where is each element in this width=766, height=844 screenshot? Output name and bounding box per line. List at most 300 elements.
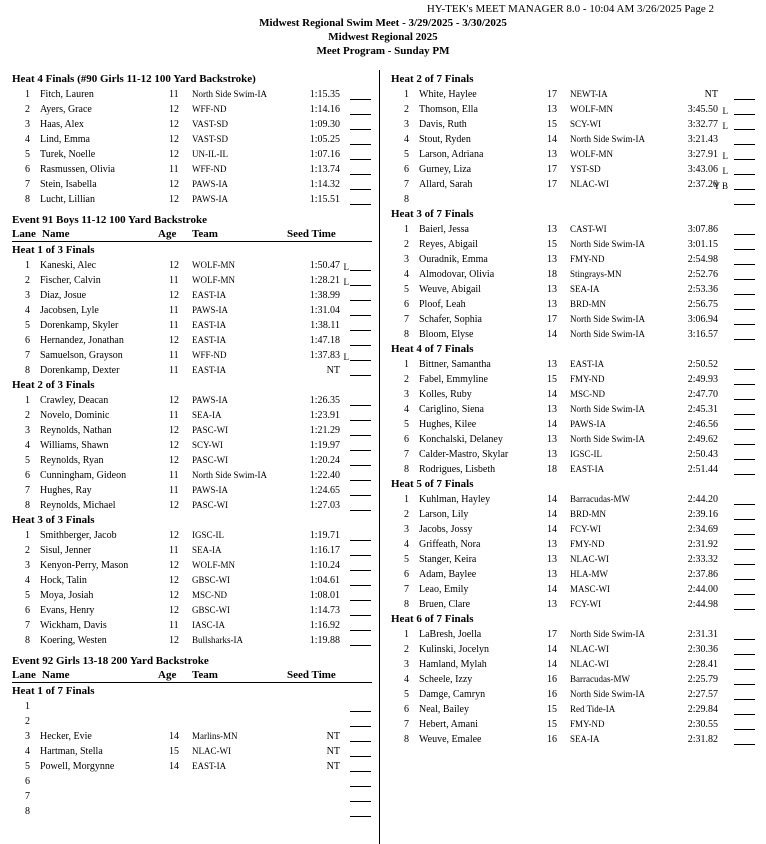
result-blank-line [734,429,755,430]
lane-number: 8 [404,194,409,205]
seed-time: 3:27.91 [687,149,718,160]
seed-time: 2:50.52 [687,359,718,370]
meet-subtitle: Midwest Regional 2025 [328,31,438,43]
swimmer-age: 15 [547,719,557,730]
swimmer-age: 13 [547,599,557,610]
swimmer-name: Hernandez, Jonathan [40,335,124,346]
result-blank-line [734,459,755,460]
seed-time: 1:38.11 [310,320,340,331]
lane-number: 2 [25,716,30,727]
result-blank-line [734,399,755,400]
team-name: UN-IL-IL [192,149,228,159]
swimmer-name: Novelo, Dominic [40,410,110,421]
team-name: MSC-ND [192,590,228,600]
swimmer-age: 12 [169,425,179,436]
swimmer-age: 13 [547,284,557,295]
entry-row [12,438,372,453]
entry-row [12,603,372,618]
swimmer-age: 12 [169,194,179,205]
column-headers [12,669,372,683]
lane-number: 7 [404,314,409,325]
result-blank-line [734,564,755,565]
entry-row [391,327,756,342]
entry-row [391,537,756,552]
swimmer-name: Weuve, Abigail [419,284,481,295]
result-blank-line [350,570,371,571]
swimmer-name: Hughes, Ray [40,485,92,496]
seed-time: 1:47.18 [309,335,340,346]
seed-time: 2:37.86 [687,569,718,580]
swimmer-age: 14 [547,524,557,535]
lane-number: 8 [25,194,30,205]
seed-time: 1:28.21 [309,275,340,286]
seed-time: 3:07.86 [687,224,718,235]
seed-time: 1:14.32 [309,179,340,190]
right-column [391,72,756,747]
lane-number: 6 [404,569,409,580]
heat-title: Heat 5 of 7 Finals [391,478,474,490]
swimmer-age: 11 [169,320,179,331]
lane-number: 3 [404,389,409,400]
lane-number: 7 [404,179,409,190]
lane-number: 2 [404,104,409,115]
swimmer-name: Hartman, Stella [40,746,103,757]
swimmer-age: 12 [169,455,179,466]
swimmer-age: 13 [547,224,557,235]
swimmer-age: 17 [547,314,557,325]
lane-number: 5 [404,284,409,295]
seed-time: 3:43.06 [687,164,718,175]
lane-number: 5 [404,149,409,160]
swimmer-name: Davis, Ruth [419,119,467,130]
left-column [12,72,372,819]
seed-time: NT [326,365,340,376]
lane-number: 3 [404,254,409,265]
entry-row [391,552,756,567]
team-name: FMY-ND [570,374,605,384]
result-blank-line [734,174,755,175]
lane-number: 1 [25,395,30,406]
swimmer-name: Griffeath, Nora [419,539,481,550]
seed-time: 1:14.73 [309,605,340,616]
result-blank-line [350,99,371,100]
result-blank-line [734,114,755,115]
entry-row [391,492,756,507]
meet-title: Midwest Regional Swim Meet - 3/29/2025 - 3/30/2025 [259,17,507,29]
entry-row [391,657,756,672]
entry-row [391,567,756,582]
swimmer-name: Almodovar, Olivia [419,269,495,280]
seed-time: 1:09.30 [309,119,340,130]
entry-row [12,699,372,714]
result-blank-line [734,144,755,145]
lane-number: 6 [25,605,30,616]
entry-row [391,282,756,297]
lane-number: 3 [25,119,30,130]
swimmer-name: Damge, Camryn [419,689,486,700]
lane-number: 4 [25,134,30,145]
column-header-name: Name [42,669,70,681]
entry-row [391,702,756,717]
column-divider [379,70,380,844]
entry-row [391,147,756,162]
swimmer-age: 14 [547,644,557,655]
team-name: IGSC-IL [570,449,602,459]
team-name: SCY-WI [570,119,601,129]
lane-number: 1 [404,359,409,370]
lane-number: 6 [25,776,30,787]
lane-number: 3 [404,119,409,130]
seed-time: 1:26.35 [309,395,340,406]
seed-marker: L [722,121,728,131]
heat-title: Heat 1 of 7 Finals [12,685,95,697]
result-blank-line [734,699,755,700]
seed-time: 2:46.56 [687,419,718,430]
entry-row [12,318,372,333]
team-name: WOLF-MN [192,560,235,570]
lane-number: 6 [25,470,30,481]
entry-row [391,177,756,192]
team-name: HLA-MW [570,569,608,579]
team-name: CAST-WI [570,224,607,234]
entry-row [12,408,372,423]
seed-time: 2:49.93 [687,374,718,385]
entry-row [391,672,756,687]
seed-time: 2:56.75 [687,299,718,310]
swimmer-name: Hecker, Evie [40,731,92,742]
result-blank-line [350,540,371,541]
swimmer-age: 13 [547,359,557,370]
lane-number: 3 [25,731,30,742]
swimmer-age: 12 [169,590,179,601]
lane-number: 5 [25,761,30,772]
seed-time: 1:24.65 [309,485,340,496]
team-name: Barracudas-MW [570,674,630,684]
entry-row [391,522,756,537]
seed-time: 3:06.94 [687,314,718,325]
team-name: SEA-IA [570,734,600,744]
team-name: North Side Swim-IA [570,404,645,414]
result-blank-line [734,234,755,235]
team-name: GBSC-WI [192,605,230,615]
result-blank-line [734,714,755,715]
lane-number: 7 [25,485,30,496]
swimmer-name: Reyes, Abigail [419,239,478,250]
lane-number: 7 [25,350,30,361]
event-title: Event 91 Boys 11-12 100 Yard Backstroke [12,214,207,226]
swimmer-name: Thomson, Ella [419,104,478,115]
seed-time: 3:32.77 [687,119,718,130]
entry-row [391,117,756,132]
seed-time: 1:38.99 [309,290,340,301]
entry-row [12,117,372,132]
seed-time: 2:49.62 [687,434,718,445]
lane-number: 5 [25,455,30,466]
heat-title: Heat 2 of 3 Finals [12,379,95,391]
entry-row [12,258,372,273]
result-blank-line [734,594,755,595]
lane-number: 2 [25,104,30,115]
result-blank-line [734,204,755,205]
swimmer-name: Diaz, Josue [40,290,87,301]
lane-number: 3 [25,560,30,571]
team-name: PAWS-IA [192,305,228,315]
session-title: Meet Program - Sunday PM [316,45,450,57]
entry-row [391,462,756,477]
lane-number: 2 [404,239,409,250]
lane-number: 4 [404,539,409,550]
entry-row [391,447,756,462]
lane-number: 7 [404,449,409,460]
swimmer-age: 11 [169,164,179,175]
seed-time: 1:23.91 [309,410,340,421]
team-name: WOLF-MN [570,149,613,159]
swimmer-age: 16 [547,689,557,700]
seed-time: 3:21.43 [687,134,718,145]
entry-row [12,147,372,162]
swimmer-age: 18 [547,464,557,475]
result-blank-line [350,630,371,631]
lane-number: 1 [25,530,30,541]
swimmer-name: Hughes, Kilee [419,419,477,430]
swimmer-age: 13 [547,404,557,415]
entry-row [391,642,756,657]
seed-time: 1:15.35 [309,89,340,100]
result-blank-line [734,339,755,340]
entry-row [391,222,756,237]
swimmer-name: Hamland, Mylah [419,659,487,670]
swimmer-name: Ploof, Leah [419,299,466,310]
seed-time: 1:31.04 [309,305,340,316]
swimmer-age: 13 [547,149,557,160]
entry-row [12,633,372,648]
swimmer-age: 14 [169,761,179,772]
entry-row [12,393,372,408]
swimmer-name: Scheele, Izzy [419,674,473,685]
team-name: PASC-WI [192,425,229,435]
entry-row [391,132,756,147]
seed-time: 1:22.40 [309,470,340,481]
swimmer-name: Fabel, Emmyline [419,374,488,385]
lane-number: 4 [404,269,409,280]
swimmer-name: Sisul, Jenner [40,545,92,556]
lane-number: 8 [404,599,409,610]
result-blank-line [350,465,371,466]
team-name: North Side Swim-IA [570,689,645,699]
team-name: NLAC-WI [570,554,609,564]
result-blank-line [350,495,371,496]
seed-time: 2:44.98 [687,599,718,610]
result-blank-line [350,129,371,130]
entry-row [12,288,372,303]
swimmer-age: 15 [547,119,557,130]
swimmer-age: 12 [169,335,179,346]
heat-title: Heat 3 of 7 Finals [391,208,474,220]
team-name: FMY-ND [570,719,605,729]
entry-row [12,273,372,288]
entry-row [12,363,372,378]
seed-time: 2:37.20 [687,179,718,190]
column-header-age: Age [158,228,177,240]
entry-row [391,237,756,252]
swimmer-age: 13 [547,254,557,265]
result-blank-line [734,294,755,295]
team-name: PAWS-IA [570,419,606,429]
entry-row [391,582,756,597]
lane-number: 6 [25,164,30,175]
lane-number: 4 [404,404,409,415]
result-blank-line [350,450,371,451]
entry-row [12,543,372,558]
swimmer-name: Ayers, Grace [40,104,92,115]
seed-time: 1:16.92 [309,620,340,631]
lane-number: 8 [25,635,30,646]
team-name: EAST-IA [192,761,227,771]
swimmer-name: LaBresh, Joella [419,629,482,640]
team-name: NLAC-WI [192,746,231,756]
result-blank-line [734,159,755,160]
lane-number: 1 [404,494,409,505]
seed-time: NT [326,731,340,742]
team-name: WFF-ND [192,164,227,174]
result-blank-line [350,741,371,742]
swimmer-age: 15 [169,746,179,757]
swimmer-name: Smithberger, Jacob [40,530,117,541]
team-name: VAST-SD [192,119,229,129]
swimmer-name: Stein, Isabella [40,179,97,190]
swimmer-age: 13 [547,449,557,460]
lane-number: 6 [25,335,30,346]
swimmer-age: 16 [547,674,557,685]
lane-number: 2 [25,410,30,421]
team-name: IASC-IA [192,620,225,630]
seed-time: 3:01.15 [687,239,718,250]
result-blank-line [350,555,371,556]
seed-time: 1:04.61 [309,575,340,586]
swimmer-age: 11 [169,410,179,421]
entry-row [12,468,372,483]
result-blank-line [350,144,371,145]
seed-time: 1:37.83 [309,350,340,361]
result-blank-line [350,360,371,361]
team-name: Stingrays-MN [570,269,622,279]
result-blank-line [350,435,371,436]
seed-time: 2:47.70 [687,389,718,400]
seed-time: 1:15.51 [309,194,340,205]
team-name: MSC-ND [570,389,606,399]
result-blank-line [734,519,755,520]
column-header-team: Team [192,669,218,681]
entry-row [12,729,372,744]
seed-time: 2:31.92 [687,539,718,550]
swimmer-name: Reynolds, Ryan [40,455,104,466]
result-blank-line [350,285,371,286]
swimmer-age: 11 [169,470,179,481]
result-blank-line [350,510,371,511]
result-blank-line [350,405,371,406]
team-name: MASC-WI [570,584,610,594]
seed-time: 2:30.55 [687,719,718,730]
heat-title: Heat 2 of 7 Finals [391,73,474,85]
seed-time: 2:28.41 [687,659,718,670]
seed-time: 1:16.17 [309,545,340,556]
seed-time: 1:07.16 [309,149,340,160]
lane-number: 1 [25,89,30,100]
seed-time: NT [326,746,340,757]
swimmer-name: Rodrigues, Lisbeth [419,464,496,475]
swimmer-name: Jacobs, Jossy [419,524,473,535]
swimmer-age: 14 [547,584,557,595]
lane-number: 2 [25,545,30,556]
result-blank-line [734,384,755,385]
heat-title: Heat 3 of 3 Finals [12,514,95,526]
entry-row [391,417,756,432]
result-blank-line [350,345,371,346]
swimmer-name: Koering, Westen [40,635,107,646]
entry-row [391,402,756,417]
seed-time: 1:14.16 [309,104,340,115]
result-blank-line [734,279,755,280]
swimmer-age: 12 [169,530,179,541]
heat-title: Heat 4 of 7 Finals [391,343,474,355]
team-name: IGSC-IL [192,530,224,540]
swimmer-age: 11 [169,305,179,316]
team-name: PAWS-IA [192,179,228,189]
team-name: NLAC-WI [570,644,609,654]
seed-time: 2:53.36 [687,284,718,295]
swimmer-name: Cariglino, Siena [419,404,484,415]
seed-time: 1:05.25 [309,134,340,145]
swimmer-name: Ouradnik, Emma [419,254,488,265]
swimmer-age: 12 [169,395,179,406]
lane-number: 7 [25,791,30,802]
entry-row [12,348,372,363]
seed-time: 1:08.01 [309,590,340,601]
result-blank-line [350,600,371,601]
swimmer-age: 13 [547,299,557,310]
result-blank-line [734,474,755,475]
team-name: SEA-IA [192,410,222,420]
entry-row [12,192,372,207]
entry-row [391,432,756,447]
seed-time: 1:19.97 [309,440,340,451]
lane-number: 4 [25,575,30,586]
page-header [0,2,766,58]
entry-row [12,333,372,348]
lane-number: 5 [25,590,30,601]
team-name: North Side Swim-IA [570,329,645,339]
seed-marker: L [722,106,728,116]
result-blank-line [734,534,755,535]
team-name: EAST-IA [570,359,605,369]
seed-marker: L [343,277,349,287]
entry-row [391,687,756,702]
column-header-seed: Seed Time [287,669,336,681]
entry-row [12,162,372,177]
swimmer-name: White, Haylee [419,89,477,100]
entry-row [391,627,756,642]
swimmer-name: Reynolds, Nathan [40,425,112,436]
result-blank-line [734,729,755,730]
result-blank-line [350,204,371,205]
seed-time: 2:31.82 [687,734,718,745]
result-blank-line [350,174,371,175]
swimmer-age: 14 [547,509,557,520]
seed-time: 2:33.32 [687,554,718,565]
team-name: WOLF-MN [192,275,235,285]
result-blank-line [350,585,371,586]
seed-time: 3:45.50 [687,104,718,115]
